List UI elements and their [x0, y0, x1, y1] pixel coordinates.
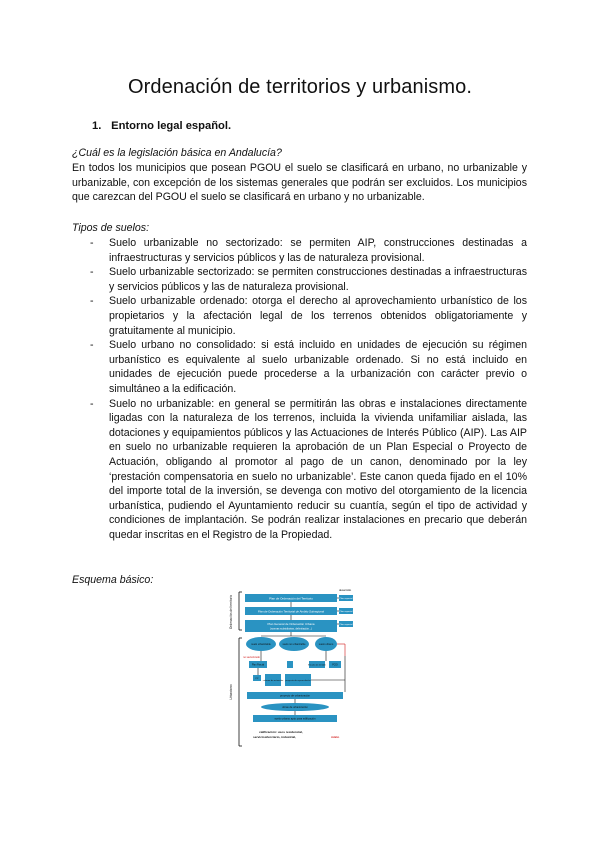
- scheme-diagram: [225, 586, 355, 752]
- ellipse-urbano-label: suelo urbano: [318, 643, 334, 646]
- left-label-top: Ordenación del territorio: [229, 594, 233, 630]
- types-heading: Tipos de suelos:: [72, 222, 150, 234]
- section-heading-text: Entorno legal español.: [111, 120, 232, 132]
- box-plan-parcial-label: Plan Parcial: [251, 664, 265, 667]
- box-pcoi-label: PCOI: [332, 664, 338, 667]
- box-estudio-detalle-label: Estudio de Detalle: [308, 664, 326, 667]
- section-heading: [92, 120, 231, 132]
- list-item-text: Suelo urbano no consolidado: si está incluido en unidades de ejecución su régimen urbanístico es equivalente al suelo urbanizable ordenado. Si no está incluido en unidades de ejecución puede procederse a la urbanización con carácter previo o simultáneo a la edificación.: [109, 339, 527, 395]
- list-item: [90, 236, 527, 265]
- ellipse-no-urbanizable-label: suelo no urbanizable: [282, 643, 306, 646]
- box-pp-label: PP: [255, 678, 259, 680]
- list-item: [90, 265, 527, 294]
- list-item-text: Suelo urbanizable sectorizado: se permiten construcciones destinadas a infraestructuras y servicios públicos y las de naturaleza provisional.: [109, 266, 527, 293]
- caption-red: mixto: [331, 735, 340, 739]
- list-item: [90, 294, 527, 338]
- right-box-3-label: Plan especial: [339, 624, 353, 626]
- section-number: 1.: [92, 120, 102, 132]
- page-title: Ordenación de territorios y urbanismo.: [128, 76, 472, 98]
- right-box-1-label: Plan especial: [339, 598, 353, 600]
- box-reparcelacion-label: proyecto de reparcelación: [285, 680, 311, 682]
- scheme-diagram-svg: [225, 586, 355, 752]
- box-small: [287, 661, 293, 668]
- scheme-heading: Esquema básico:: [72, 574, 154, 586]
- caption-line2: servicios/terciario, industrial,: [253, 735, 296, 739]
- soil-types-list: [90, 236, 527, 542]
- list-dash: -: [90, 339, 94, 352]
- bar-proyecto-urbanizacion-label: proyecto de urbanización: [279, 694, 311, 698]
- box-pgou-line1: Plan General de Ordenación Urbana: [267, 622, 315, 626]
- ellipse-urbanizable-label: suelo urbanizable: [251, 643, 271, 646]
- list-item-text: Suelo no urbanizable: en general se permitirán las obras e instalaciones directamente ligadas con la naturaleza de los terrenos, incluida la vivienda unifamiliar aislada, las dotaciones y equipamientos públicos y las Actuaciones de Interés Público (AIP). Las AIP en suelo no urbanizable requieren la aprobación de un Plan Especial o Proyecto de Actuación, obligando al promotor al pago de un canon, denominado por la ley ‘prestación compensatoria en suelo no urbanizable’. Este canon queda fijado en el 10% del importe total de la inversión, se devenga con motivo del otorgamiento de la licencia urbanística, pudiendo el Ayuntamiento reducir su cuantía, según el tipo de actividad y condiciones de implantación. Se podrán realizar instalaciones en precario que deberán quedar inscritas en el Registro de la Propiedad.: [109, 397, 527, 541]
- list-dash: -: [90, 397, 94, 410]
- right-box-2-label: Plan especial: [339, 611, 353, 613]
- red-note: no sectorizado: [243, 656, 260, 659]
- right-header: desarrollo: [338, 588, 352, 592]
- question-heading: ¿Cuál es la legislación básica en Andalucía?: [72, 147, 282, 159]
- ellipse-obras-urbanizacion-label: obras de urbanización: [282, 706, 308, 709]
- list-item-text: Suelo urbanizable no sectorizado: se permiten AIP, construcciones destinadas a infraestructuras y servicios públicos y las de naturaleza provisional.: [109, 237, 527, 264]
- bar-suelo-apto-label: suelo urbano apto para edificación: [274, 717, 316, 721]
- box-sistema-actuacion-label: sistema de actuación: [262, 680, 284, 682]
- list-dash: -: [90, 266, 94, 279]
- box-plan-subregional-label: Plan de Ordenación Territorial de Ámbito Subregional: [257, 609, 325, 614]
- list-dash: -: [90, 295, 94, 308]
- list-item-text: Suelo urbanizable ordenado: otorga el derecho al aprovechamiento urbanístico de los propietarios y la afectación legal de los terrenos obtenidos obligatoriamente y gratuitamente al municipio.: [109, 295, 527, 337]
- box-plan-ordenacion-label: Plan de Ordenación del Territorio: [269, 596, 313, 601]
- left-label-bottom: Urbanismo: [229, 684, 233, 700]
- caption-line1: calificación: usos residencial,: [259, 730, 303, 734]
- list-dash: -: [90, 237, 94, 249]
- box-pgou-line2: (normas subsidiarias, delimitación...): [269, 627, 313, 631]
- intro-paragraph: En todos los municipios que posean PGOU el suelo se clasificará en urbano, no urbanizable y urbanizable, con excepción de los sistemas generales que podrán ser excluidos. Los municipios que carezcan del PGOU el suelo se clasificará en urbano y no urbanizable.: [72, 162, 527, 204]
- list-item: [90, 338, 527, 396]
- list-item: [90, 397, 527, 543]
